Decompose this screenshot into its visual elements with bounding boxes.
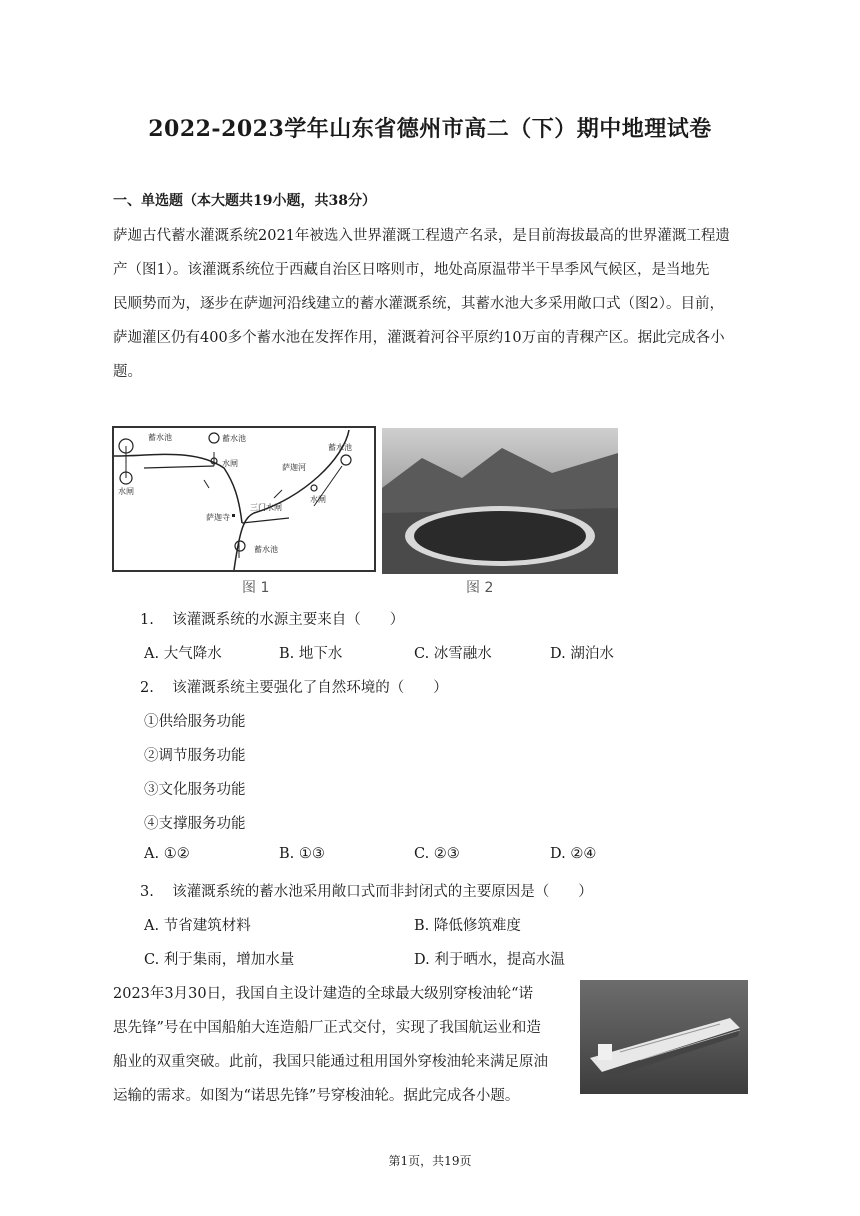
pool-icon [209, 433, 219, 443]
question-number: 2. [140, 680, 154, 696]
page-footer: 第1页，共19页 [388, 1154, 472, 1168]
passage-line: 民顺势而为，逐步在萨迦河沿线建立的蓄水灌溉系统，其蓄水池大多采用敞口式（图2）。目前， [113, 296, 724, 312]
passage-line: 萨迦灌区仍有400多个蓄水池在发挥作用，灌溉着河谷平原约10万亩的青稞产区。据此完成各小 [113, 330, 725, 346]
figure-2-caption: 图 2 [466, 580, 494, 596]
passage-line: 题。 [113, 364, 142, 380]
option-a: A. 节省建筑材料 [144, 918, 251, 934]
question-number: 3. [140, 884, 154, 900]
passage-line: 2023年3月30日，我国自主设计建造的全球最大级别穿梭油轮“诺 [113, 986, 533, 1002]
option-d: D. ②④ [550, 846, 597, 862]
figure-2-photo [382, 428, 618, 574]
pool-icon [341, 455, 351, 465]
statement-3: ③文化服务功能 [144, 782, 246, 798]
temple-marker [232, 514, 235, 517]
map-label: 三门水闸 [250, 503, 282, 512]
passage-line: 产（图1）。该灌溉系统位于西藏自治区日喀则市，地处高原温带半干旱季风气候区，是当地先 [113, 262, 710, 278]
option-a: A. ①② [144, 846, 190, 862]
question-3 [140, 880, 593, 901]
option-d: D. 湖泊水 [550, 646, 614, 662]
passage-line: 思先锋”号在中国船舶大连造船厂正式交付，实现了我国航运业和造 [113, 1020, 541, 1036]
option-c: C. 利于集雨，增加水量 [144, 952, 295, 968]
map-label: 萨迦寺 [206, 513, 230, 522]
statement-2: ②调节服务功能 [144, 748, 246, 764]
question-stem: 该灌溉系统的水源主要来自（ ） [172, 612, 405, 628]
irrigation-map [114, 428, 374, 570]
passage-line: 船业的双重突破。此前，我国只能通过租用国外穿梭油轮来满足原油 [113, 1054, 548, 1070]
map-label: 水闸 [310, 495, 326, 504]
figure-1-map [112, 426, 376, 572]
page-title: 2022-2023学年山东省德州市高二（下）期中地理试卷 [148, 116, 712, 142]
map-label: 蓄水池 [148, 433, 172, 442]
question-1 [140, 608, 404, 629]
figure-1-caption: 图 1 [242, 580, 270, 596]
tanker-photo [580, 980, 748, 1094]
map-label: 蓄水池 [328, 443, 352, 452]
map-label: 萨迦河 [282, 463, 306, 472]
gate-icon [311, 485, 317, 491]
option-b: B. ①③ [279, 846, 325, 862]
map-label: 水闸 [222, 459, 238, 468]
passage-line: 萨迦古代蓄水灌溉系统2021年被选入世界灌溉工程遗产名录，是目前海拔最高的世界灌溉工程遗 [113, 228, 730, 244]
question-stem: 该灌溉系统的蓄水池采用敞口式而非封闭式的主要原因是（ ） [172, 884, 593, 900]
option-d: D. 利于晒水，提高水温 [414, 952, 565, 968]
question-number: 1. [140, 612, 154, 628]
map-label: 蓄水池 [254, 545, 278, 554]
section-heading: 一、单选题（本大题共19小题，共38分） [113, 193, 376, 209]
question-stem: 该灌溉系统主要强化了自然环境的（ ） [172, 680, 448, 696]
question-2 [140, 676, 448, 697]
option-c: C. ②③ [414, 846, 460, 862]
statement-1: ①供给服务功能 [144, 714, 246, 730]
option-b: B. 降低修筑难度 [414, 918, 521, 934]
map-label: 蓄水池 [222, 434, 246, 443]
option-c: C. 冰雪融水 [414, 646, 492, 662]
option-b: B. 地下水 [279, 646, 343, 662]
statement-4: ④支撑服务功能 [144, 816, 246, 832]
pool-icon [235, 541, 245, 551]
option-a: A. 大气降水 [144, 646, 222, 662]
passage-line: 运输的需求。如图为“诺思先锋”号穿梭油轮。据此完成各小题。 [113, 1088, 520, 1104]
map-label: 水闸 [118, 487, 134, 496]
